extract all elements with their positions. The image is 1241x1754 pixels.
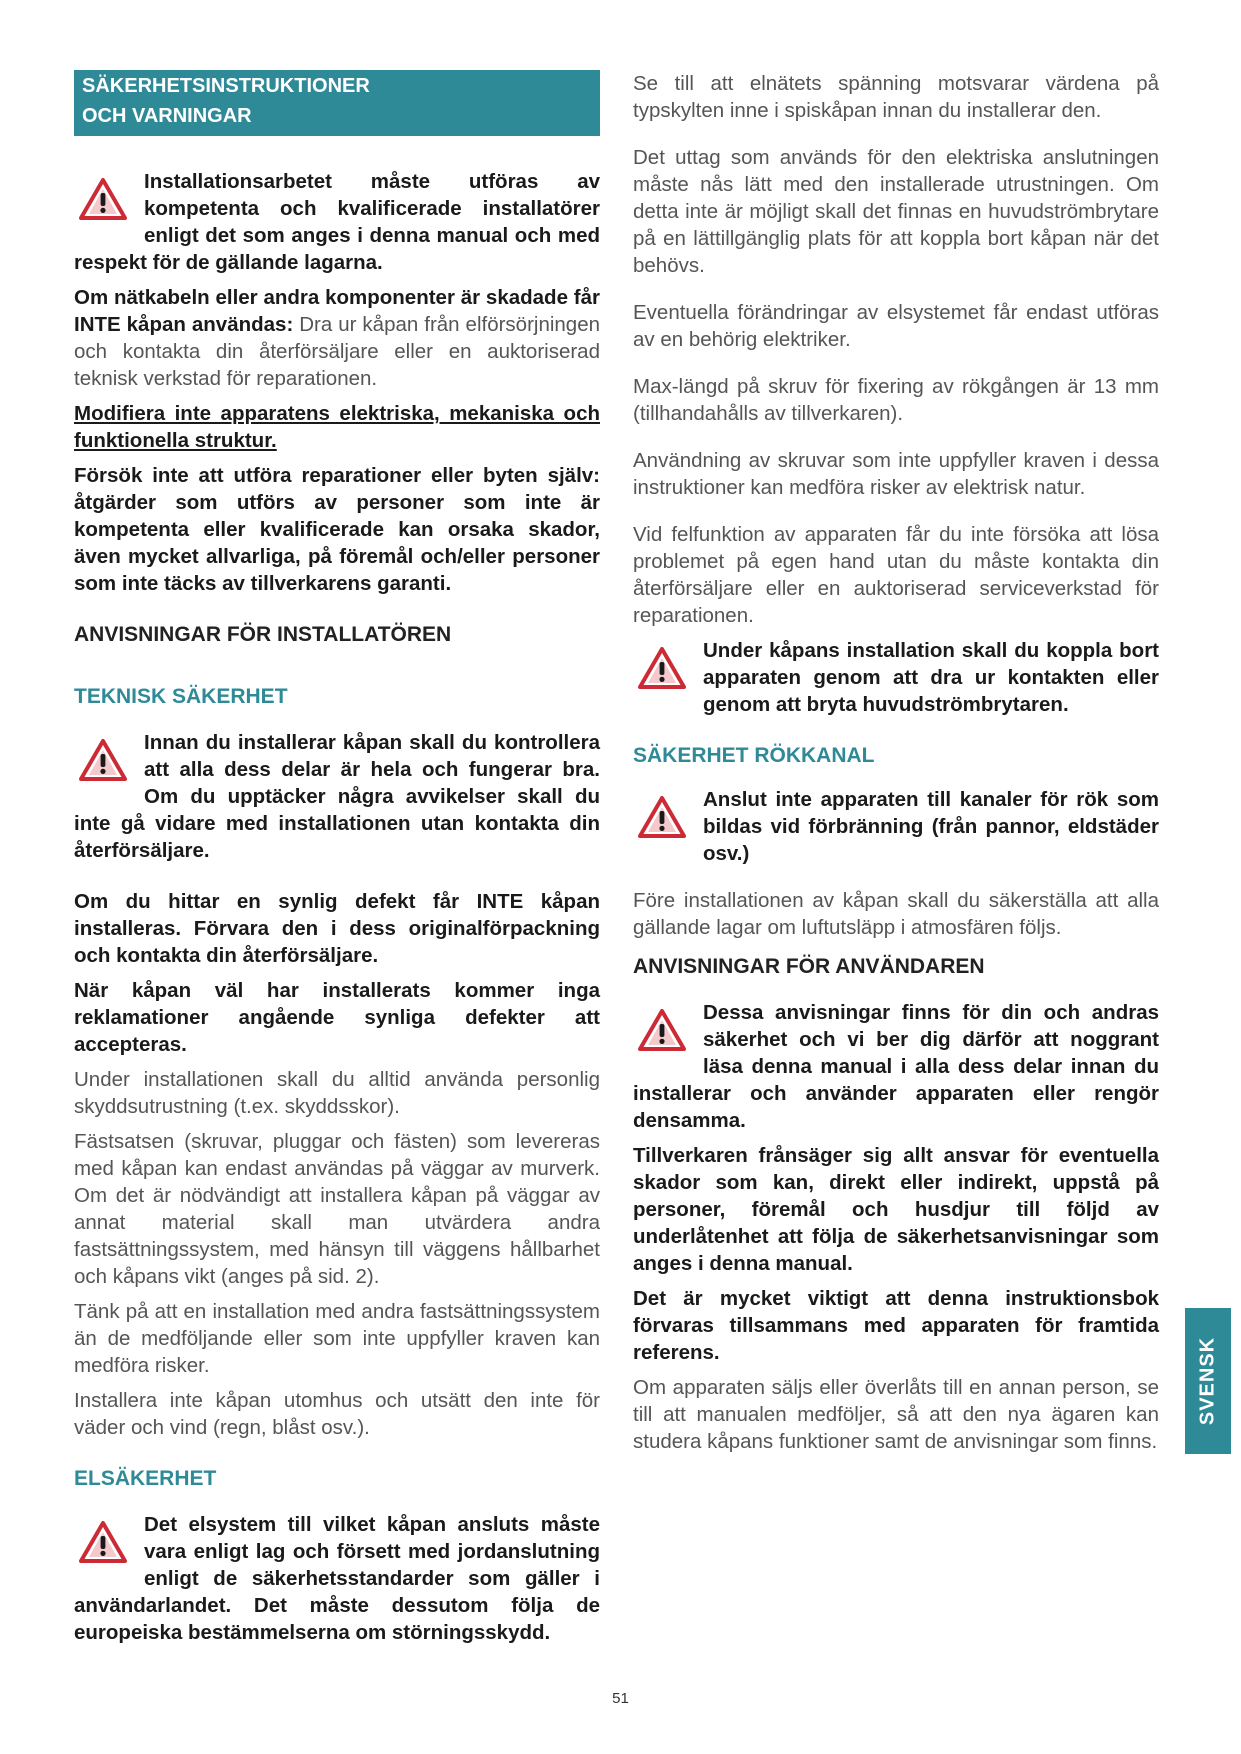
warning-check-parts [74, 729, 600, 864]
left-column [74, 70, 600, 1654]
warning-check-parts-text: Innan du installerar kåpan skall du kontrollera att alla dess delar är hela och fungerar bra. Om du upptäcker några avvikelser skall du inte gå vidare med installationen utan kontakta din återförsäljare. [74, 731, 600, 862]
ppe-paragraph: Under installationen skall du alltid använda personlig skyddsutrustning (t.ex. skyddsskor). [74, 1068, 600, 1118]
warning-flue [633, 786, 1159, 867]
liability-paragraph: Tillverkaren frånsäger sig allt ansvar för eventuella skador som kan, direkt eller indirekt, uppstå på personer, föremål och husdjur till följd av underlåtenhet att följa de säkerhetsanvisningar som anges i denna manual. [633, 1144, 1159, 1275]
screws-paragraph: Användning av skruvar som inte uppfyller kraven i dessa instruktioner kan medföra risker av elektrisk natur. [633, 449, 1159, 499]
page-number: 51 [612, 1690, 629, 1707]
section-title-bar [74, 70, 600, 136]
title-line-2: OCH VARNINGAR [82, 105, 252, 127]
repairs-warning: Försök inte att utföra reparationer eller byten själv: åtgärder som utförs av personer som inte är kompetenta eller kvalificerade kan orsaka skador, även mycket allvarliga, på föremål och/eller personer som inte täcks av tillverkarens garanti. [74, 464, 600, 595]
warning-read-manual-text: Dessa anvisningar finns för din och andras säkerhet och vi ber dig därför att noggrant läsa denna manual i alla dess delar innan du installerar och använder apparaten eller rengör densamma. [633, 1001, 1159, 1132]
heading-user: ANVISNINGAR FÖR ANVÄNDAREN [633, 955, 985, 978]
damaged-components-paragraph [74, 284, 600, 392]
warning-triangle-icon [637, 794, 687, 840]
warning-disconnect [633, 637, 1159, 718]
warning-electrical-system [74, 1511, 600, 1646]
warning-disconnect-text: Under kåpans installation skall du koppla bort apparaten genom att dra ur kontakten eller genom att bryta huvudströmbrytaren. [703, 639, 1159, 716]
warning-triangle-icon [78, 1519, 128, 1565]
screw-length-paragraph: Max-längd på skruv för fixering av rökgången är 13 mm (tillhandahålls av tillverkaren). [633, 375, 1159, 425]
malfunction-paragraph: Vid felfunktion av apparaten får du inte försöka att lösa problemet på egen hand utan du måste kontakta din återförsäljare eller en auktoriserad serviceverkstad för reparationen. [633, 523, 1159, 627]
heading-electrical-safety: ELSÄKERHET [74, 1467, 217, 1490]
heading-technical-safety: TEKNISK SÄKERHET [74, 685, 288, 708]
warning-flue-text: Anslut inte apparaten till kanaler för rök som bildas vid förbränning (från pannor, eldstäder osv.) [703, 788, 1159, 865]
modify-warning: Modifiera inte apparatens elektriska, mekaniska och funktionella struktur. [74, 402, 600, 452]
warning-triangle-icon [78, 737, 128, 783]
visible-defect-paragraph: Om du hittar en synlig defekt får INTE kåpan installeras. Förvara den i dess originalförpackning och kontakta din återförsäljare. [74, 890, 600, 967]
warning-read-manual [633, 999, 1159, 1134]
warning-installation [74, 168, 600, 276]
warning-triangle-icon [78, 176, 128, 222]
voltage-paragraph: Se till att elnätets spänning motsvarar värdena på typskylten inne i spiskåpan innan du installerar den. [633, 72, 1159, 122]
outdoor-paragraph: Installera inte kåpan utomhus och utsätt den inte för väder och vind (regn, blåst osv.). [74, 1389, 600, 1439]
language-tab [1185, 1308, 1231, 1454]
heading-installer: ANVISNINGAR FÖR INSTALLATÖREN [74, 623, 452, 646]
warning-triangle-icon [637, 1007, 687, 1053]
warning-electrical-system-text: Det elsystem till vilket kåpan ansluts måste vara enligt lag och försett med jordanslutning enligt de säkerhetsstandarder som gäller i användarlandet. Det måste dessutom följa de europeiska bestämmelserna om störningsskydd. [74, 1513, 600, 1644]
warning-triangle-icon [637, 645, 687, 691]
transfer-paragraph: Om apparaten säljs eller överlåts till en annan person, se till att manualen medföljer, så att den nya ägaren kan studera kåpans funktioner samt de anvisningar som finns. [633, 1376, 1159, 1453]
changes-paragraph: Eventuella förändringar av elsystemet får endast utföras av en behörig elektriker. [633, 301, 1159, 351]
damaged-components-light: Dra ur kåpan från elförsörjningen och kontakta din återförsäljare eller en auktoriserad teknisk verkstad för reparationen. [74, 313, 601, 390]
title-line-1: SÄKERHETSINSTRUKTIONER [82, 75, 370, 97]
fixing-kit-paragraph: Fästsatsen (skruvar, pluggar och fästen) som levereras med kåpan kan endast användas på väggar av murverk. Om det är nödvändigt att installera kåpan på väggar av annat material skall man utvärdera andra fastsättningssystem, med hänsyn till väggens hållbarhet och kåpans vikt (anges på sid. 2). [74, 1130, 600, 1288]
laws-paragraph: Före installationen av kåpan skall du säkerställa att alla gällande lagar om luftutsläpp i atmosfären följs. [633, 889, 1159, 939]
language-tab-label: SVENSK [1196, 1336, 1219, 1426]
heading-flue-safety: SÄKERHET RÖKKANAL [633, 744, 875, 767]
keep-manual-paragraph: Det är mycket viktigt att denna instruktionsbok förvaras tillsammans med apparaten för framtida referens. [633, 1287, 1159, 1364]
socket-paragraph: Det uttag som används för den elektriska anslutningen måste nås lätt med den installerade utrustningen. Om detta inte är möjligt skall det finnas en huvudströmbrytare på en lättillgänglig plats för att koppla bort kåpan när det behövs. [633, 146, 1159, 277]
warning-installation-text: Installationsarbetet måste utföras av kompetenta och kvalificerade installatörer enligt det som anges i denna manual och med respekt för de gällande lagarna. [74, 170, 600, 274]
damaged-components-bold: Om nätkabeln eller andra komponenter är skadade får INTE kåpan användas: [74, 286, 600, 336]
right-column [633, 70, 1159, 1463]
other-fixing-paragraph: Tänk på att en installation med andra fastsättningssystem än de medföljande eller som inte uppfyller kraven kan medföra risker. [74, 1300, 600, 1377]
claims-paragraph: När kåpan väl har installerats kommer inga reklamationer angående synliga defekter att accepteras. [74, 979, 600, 1056]
